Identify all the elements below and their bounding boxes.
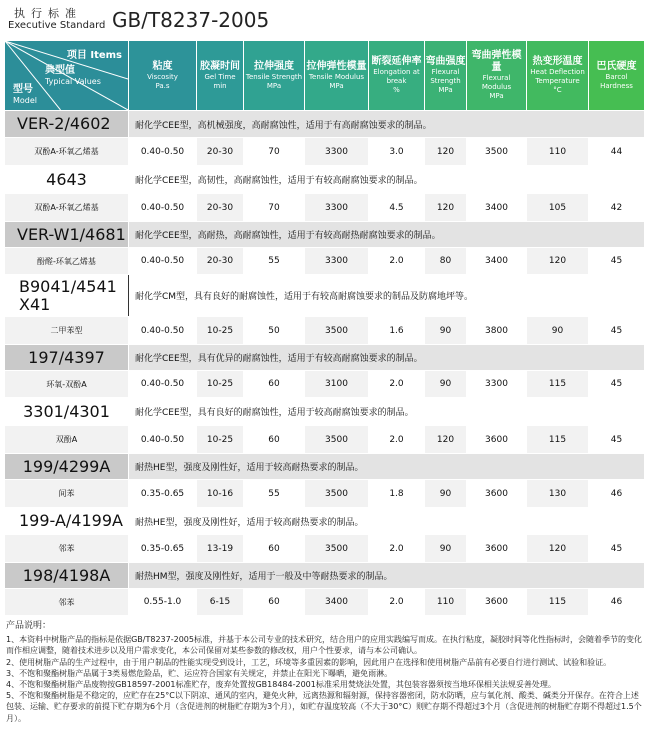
value-gel-time: 10-25 bbox=[197, 426, 244, 454]
product-row bbox=[5, 166, 645, 194]
value-barcol-hardness: 45 bbox=[589, 535, 645, 563]
model-name: VER-2/4602 bbox=[5, 111, 129, 138]
note-item: 4、不饱和聚酯树脂产品废物按GB18597-2001标准贮存，废弃处置按GB18484-2001标准采用焚烧法处置，其包装容器须按当地环保相关法规妥善处理。 bbox=[6, 680, 556, 690]
value-viscosity: 0.35-0.65 bbox=[129, 535, 197, 563]
col-tensile-modulus: 拉伸弹性模量 Tensile Modulus MPa bbox=[305, 41, 369, 111]
product-description: 耐热HE型，强度及刚性好，适用于较高耐热要求的制品。 bbox=[129, 454, 645, 480]
table-body bbox=[5, 111, 645, 616]
value-tensile-modulus: 3400 bbox=[305, 589, 369, 616]
value-gel-time: 13-19 bbox=[197, 535, 244, 563]
executive-standard bbox=[4, 2, 644, 38]
value-heat-deflection: 115 bbox=[527, 426, 589, 454]
value-gel-time: 20-30 bbox=[197, 138, 244, 166]
value-tensile-modulus: 3300 bbox=[305, 248, 369, 275]
value-elongation: 1.6 bbox=[369, 317, 425, 345]
value-viscosity: 0.55-1.0 bbox=[129, 589, 197, 616]
values-row bbox=[5, 480, 645, 508]
value-tensile-modulus: 3500 bbox=[305, 535, 369, 563]
product-description: 耐化学CEE型，具有优异的耐腐蚀性，适用于有较高耐腐蚀要求的制品。 bbox=[129, 345, 645, 371]
value-elongation: 4.5 bbox=[369, 194, 425, 222]
value-heat-deflection: 115 bbox=[527, 371, 589, 398]
resin-type: 双酚A bbox=[5, 426, 129, 454]
resin-type: 环氧-双酚A bbox=[5, 371, 129, 398]
product-row bbox=[5, 345, 645, 371]
product-description: 耐化学CEE型，高韧性，高耐腐蚀性，适用于有较高耐腐蚀要求的制品。 bbox=[129, 166, 645, 194]
value-flexural-strength: 90 bbox=[425, 317, 467, 345]
value-tensile-strength: 60 bbox=[244, 426, 305, 454]
resin-type: 二甲苯型 bbox=[5, 317, 129, 345]
value-gel-time: 10-16 bbox=[197, 480, 244, 508]
model-name: VER-W1/4681 bbox=[5, 222, 129, 248]
value-gel-time: 6-15 bbox=[197, 589, 244, 616]
value-flexural-modulus: 3600 bbox=[467, 589, 527, 616]
value-viscosity: 0.40-0.50 bbox=[129, 426, 197, 454]
values-row bbox=[5, 589, 645, 616]
value-flexural-strength: 120 bbox=[425, 426, 467, 454]
note-item: 1、本资料中树脂产品的指标是依据GB/T8237-2005标准，并基于本公司专业的技术研究，结合用户的应用实践编写而成。在执行粘度，凝胶时间等化性指标时，会随着季节的变化而作相应调整，随着技术进步以及用户需求变化，本公司保留对某些参数的修改权，用户个性要求，请与本公司确认。 bbox=[6, 635, 642, 656]
product-row bbox=[5, 222, 645, 248]
value-tensile-modulus: 3500 bbox=[305, 317, 369, 345]
resin-type: 间苯 bbox=[5, 480, 129, 508]
values-row bbox=[5, 194, 645, 222]
value-flexural-modulus: 3400 bbox=[467, 194, 527, 222]
product-description: 耐热HE型，强度及刚性好，适用于较高耐热要求的制品。 bbox=[129, 508, 645, 535]
values-row bbox=[5, 426, 645, 454]
col-heat-deflection: 热变形温度 Heat Deflection Temperature °C bbox=[527, 41, 589, 111]
value-barcol-hardness: 45 bbox=[589, 317, 645, 345]
values-row bbox=[5, 248, 645, 275]
value-heat-deflection: 90 bbox=[527, 317, 589, 345]
value-elongation: 3.0 bbox=[369, 138, 425, 166]
header-row bbox=[5, 41, 645, 111]
value-heat-deflection: 115 bbox=[527, 589, 589, 616]
value-barcol-hardness: 44 bbox=[589, 138, 645, 166]
col-gel-time: 胶凝时间 Gel Time min bbox=[197, 41, 244, 111]
product-row bbox=[5, 275, 645, 317]
value-tensile-strength: 60 bbox=[244, 371, 305, 398]
value-heat-deflection: 110 bbox=[527, 138, 589, 166]
product-row bbox=[5, 508, 645, 535]
resin-type: 双酚A-环氧乙烯基 bbox=[5, 194, 129, 222]
product-description: 耐化学CEE型，具有良好的耐腐蚀性，适用于较高耐腐蚀要求的制品。 bbox=[129, 398, 645, 426]
value-tensile-modulus: 3500 bbox=[305, 426, 369, 454]
value-gel-time: 10-25 bbox=[197, 317, 244, 345]
value-barcol-hardness: 45 bbox=[589, 371, 645, 398]
notes-title: 产品说明： bbox=[6, 621, 52, 631]
model-name: 199-A/4199A bbox=[5, 508, 129, 535]
value-tensile-modulus: 3500 bbox=[305, 480, 369, 508]
value-tensile-strength: 50 bbox=[244, 317, 305, 345]
product-description: 耐化学CEE型，高机械强度，高耐腐蚀性，适用于有高耐腐蚀要求的制品。 bbox=[129, 111, 645, 138]
product-spec-table bbox=[4, 40, 645, 616]
value-tensile-strength: 60 bbox=[244, 535, 305, 563]
resin-type: 双酚A-环氧乙烯基 bbox=[5, 138, 129, 166]
value-tensile-strength: 60 bbox=[244, 589, 305, 616]
value-flexural-strength: 120 bbox=[425, 138, 467, 166]
value-viscosity: 0.40-0.50 bbox=[129, 248, 197, 275]
model-name: B9041/4541 X41 bbox=[5, 275, 129, 317]
value-heat-deflection: 120 bbox=[527, 248, 589, 275]
product-row bbox=[5, 454, 645, 480]
values-row bbox=[5, 138, 645, 166]
value-heat-deflection: 105 bbox=[527, 194, 589, 222]
values-row bbox=[5, 317, 645, 345]
value-viscosity: 0.40-0.50 bbox=[129, 317, 197, 345]
value-tensile-strength: 55 bbox=[244, 248, 305, 275]
value-flexural-strength: 110 bbox=[425, 589, 467, 616]
product-description: 耐热HM型，强度及刚性好，适用于一般及中等耐热要求的制品。 bbox=[129, 563, 645, 589]
corner-model-label: 型号 Model bbox=[13, 84, 38, 105]
value-heat-deflection: 120 bbox=[527, 535, 589, 563]
resin-type: 酚醛-环氧乙烯基 bbox=[5, 248, 129, 275]
value-flexural-strength: 90 bbox=[425, 480, 467, 508]
value-tensile-strength: 70 bbox=[244, 138, 305, 166]
value-elongation: 2.0 bbox=[369, 371, 425, 398]
product-row bbox=[5, 398, 645, 426]
product-notes bbox=[6, 621, 642, 724]
product-description: 耐化学CM型，具有良好的耐腐蚀性，适用于有较高耐腐蚀要求的制品及防腐地坪等。 bbox=[129, 275, 645, 317]
model-name: 3301/4301 bbox=[5, 398, 129, 426]
value-tensile-modulus: 3300 bbox=[305, 138, 369, 166]
value-viscosity: 0.40-0.50 bbox=[129, 371, 197, 398]
product-row bbox=[5, 111, 645, 138]
col-viscosity: 粘度 Viscosity Pa.s bbox=[129, 41, 197, 111]
values-row bbox=[5, 371, 645, 398]
value-flexural-strength: 80 bbox=[425, 248, 467, 275]
standard-label-cn: 执行标准 bbox=[14, 7, 82, 20]
value-tensile-modulus: 3100 bbox=[305, 371, 369, 398]
col-tensile-strength: 拉伸强度 Tensile Strength MPa bbox=[244, 41, 305, 111]
standard-code: GB/T8237-2005 bbox=[112, 8, 270, 32]
value-viscosity: 0.40-0.50 bbox=[129, 194, 197, 222]
model-name: 4643 bbox=[5, 166, 129, 194]
value-barcol-hardness: 45 bbox=[589, 248, 645, 275]
value-flexural-modulus: 3500 bbox=[467, 138, 527, 166]
value-barcol-hardness: 46 bbox=[589, 589, 645, 616]
value-elongation: 2.0 bbox=[369, 426, 425, 454]
value-elongation: 2.0 bbox=[369, 535, 425, 563]
value-flexural-modulus: 3600 bbox=[467, 535, 527, 563]
col-flexural-strength: 弯曲强度 Flexural Strength MPa bbox=[425, 41, 467, 111]
value-barcol-hardness: 46 bbox=[589, 480, 645, 508]
value-elongation: 2.0 bbox=[369, 589, 425, 616]
value-flexural-modulus: 3600 bbox=[467, 480, 527, 508]
model-name: 198/4198A bbox=[5, 563, 129, 589]
value-flexural-strength: 120 bbox=[425, 194, 467, 222]
resin-type: 邻苯 bbox=[5, 535, 129, 563]
value-flexural-modulus: 3300 bbox=[467, 371, 527, 398]
note-item: 3、不饱和聚酯树脂产品属于3类易燃危险品，贮、运应符合国家有关规定，并禁止在阳光下曝晒，避免雨淋。 bbox=[6, 668, 393, 678]
value-barcol-hardness: 45 bbox=[589, 426, 645, 454]
value-flexural-modulus: 3600 bbox=[467, 426, 527, 454]
resin-type: 邻苯 bbox=[5, 589, 129, 616]
corner-items-label: 项目 Items bbox=[66, 50, 122, 61]
value-flexural-modulus: 3400 bbox=[467, 248, 527, 275]
value-gel-time: 20-30 bbox=[197, 194, 244, 222]
value-flexural-strength: 90 bbox=[425, 371, 467, 398]
header-corner-cell bbox=[5, 41, 129, 111]
col-flexural-modulus: 弯曲弹性模量 Flexural Modulus MPa bbox=[467, 41, 527, 111]
value-tensile-modulus: 3300 bbox=[305, 194, 369, 222]
value-barcol-hardness: 42 bbox=[589, 194, 645, 222]
note-item: 5、不饱和聚酯树脂是不稳定的，应贮存在25°C以下阴凉、通风的室内，避免火种，远离热源和辐射源，保持容器密闭，防水防晒，应与氧化剂、酸类、碱类分开保存。在符合上述包装、运输、贮存要求的前提下贮存期为6个月（含促进剂的树脂贮存期为3个月），如贮存温度较高（不大于30°C）则贮存期不得超过3个月（含促进剂的树脂贮存期不得超过1.5个月）。 bbox=[6, 691, 642, 723]
value-viscosity: 0.35-0.65 bbox=[129, 480, 197, 508]
value-elongation: 2.0 bbox=[369, 248, 425, 275]
product-row bbox=[5, 563, 645, 589]
note-item: 2、使用树脂产品的生产过程中，由于用户制品的性能实现受到设计，工艺，环境等多重因素的影响，因此用户在选择和使用树脂产品前有必要自行进行测试、试验和验证。 bbox=[6, 657, 612, 667]
value-gel-time: 10-25 bbox=[197, 371, 244, 398]
value-flexural-strength: 90 bbox=[425, 535, 467, 563]
value-tensile-strength: 55 bbox=[244, 480, 305, 508]
col-barcol-hardness: 巴氏硬度 Barcol Hardness bbox=[589, 41, 645, 111]
standard-label-en: Executive Standard bbox=[8, 20, 106, 31]
value-heat-deflection: 130 bbox=[527, 480, 589, 508]
values-row bbox=[5, 535, 645, 563]
product-description: 耐化学CEE型，高耐热，高耐腐蚀性，适用于有较高耐热耐腐蚀要求的制品。 bbox=[129, 222, 645, 248]
value-elongation: 1.8 bbox=[369, 480, 425, 508]
model-name: 199/4299A bbox=[5, 454, 129, 480]
model-name: 197/4397 bbox=[5, 345, 129, 371]
value-viscosity: 0.40-0.50 bbox=[129, 138, 197, 166]
value-flexural-modulus: 3800 bbox=[467, 317, 527, 345]
corner-typical-label: 典型值 Typical Values bbox=[45, 65, 101, 86]
col-elongation: 断裂延伸率 Elongation at break % bbox=[369, 41, 425, 111]
value-gel-time: 20-30 bbox=[197, 248, 244, 275]
value-tensile-strength: 70 bbox=[244, 194, 305, 222]
